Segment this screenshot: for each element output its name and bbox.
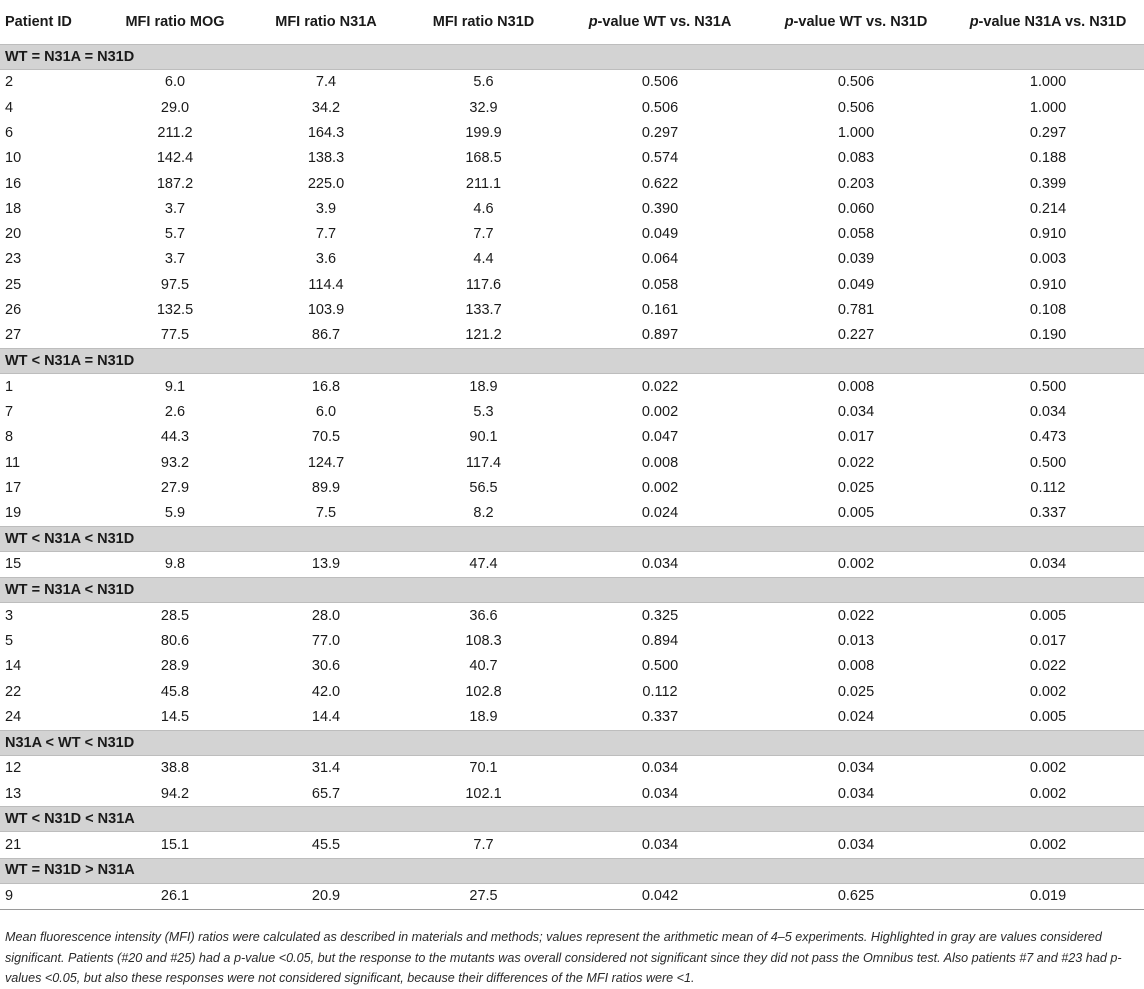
- table-cell: 18.9: [469, 378, 498, 395]
- table-cell: 8: [5, 429, 14, 446]
- table-cell: 45.8: [160, 683, 190, 700]
- table-cell: 7.4: [315, 74, 337, 91]
- table-cell: 9: [0, 883, 105, 909]
- group-header-row: [0, 527, 1144, 552]
- table-cell: 0.506: [641, 74, 679, 91]
- group-label: WT < N31A = N31D: [0, 349, 1144, 374]
- table-row: [0, 450, 1144, 475]
- group-label: WT < N31D < N31A: [0, 807, 1144, 832]
- table-cell: 0.049: [641, 226, 679, 243]
- table-cell: 0.022: [1029, 658, 1067, 675]
- table-cell: 3.7: [164, 200, 186, 217]
- table-cell: 0.022: [837, 607, 875, 624]
- table-cell: 93.2: [160, 454, 190, 471]
- table-cell: 94.2: [160, 785, 190, 802]
- table-cell: 0.910: [1029, 276, 1067, 293]
- table-cell: 29.0: [160, 99, 190, 116]
- table-cell: 0.024: [837, 708, 875, 725]
- group-label: WT < N31A < N31D: [0, 527, 1144, 552]
- table-cell: 1.000: [1029, 99, 1067, 116]
- table-cell: 5: [5, 633, 14, 650]
- table-row: [0, 171, 1144, 196]
- table-cell: 0.112: [642, 683, 678, 700]
- column-header-italic: p: [588, 14, 598, 30]
- table-row: [0, 679, 1144, 704]
- table-cell: 28.5: [160, 607, 190, 624]
- table-row: [0, 196, 1144, 221]
- table-cell: 102.1: [465, 785, 502, 802]
- table-row: [0, 629, 1144, 654]
- table-cell: 0.161: [641, 302, 679, 319]
- table-cell: 14.5: [160, 708, 190, 725]
- table-cell: 2.6: [164, 403, 186, 420]
- column-header: [760, 0, 952, 45]
- table-cell: 199.9: [465, 124, 502, 141]
- table-cell: 0.019: [952, 883, 1144, 909]
- group-header-row: [0, 45, 1144, 70]
- table-cell: 0.034: [1029, 556, 1067, 573]
- table-cell: 4: [5, 99, 14, 116]
- table-cell: 187.2: [156, 175, 194, 192]
- table-cell: 16.8: [311, 378, 341, 395]
- table-cell: 56.5: [469, 479, 498, 496]
- table-cell: 0.325: [641, 607, 679, 624]
- table-cell: 0.002: [641, 479, 679, 496]
- table-cell: 77.5: [160, 327, 190, 344]
- table-row: [0, 121, 1144, 146]
- table-cell: 0.005: [837, 505, 875, 522]
- table-cell: 21: [5, 836, 22, 853]
- table-cell: 0.034: [641, 836, 679, 853]
- table-cell: 0.034: [641, 760, 679, 777]
- table-cell: 0.060: [837, 200, 875, 217]
- table-cell: 0.002: [641, 403, 679, 420]
- table-cell: 3: [5, 607, 14, 624]
- table-cell: 164.3: [307, 124, 345, 141]
- table-cell: 19: [5, 505, 22, 522]
- table-cell: 7.7: [473, 226, 494, 243]
- table-cell: 34.2: [311, 99, 341, 116]
- table-cell: 0.500: [641, 658, 679, 675]
- column-header-label: MFI ratio N31D: [432, 14, 535, 30]
- table-cell: 22: [5, 683, 22, 700]
- table-cell: 14: [5, 658, 22, 675]
- table-cell: 20: [5, 226, 22, 243]
- table-cell: 0.002: [1029, 836, 1067, 853]
- table-cell: 77.0: [311, 633, 341, 650]
- table-cell: 25: [5, 276, 22, 293]
- table-cell: 0.897: [641, 327, 679, 344]
- table-cell: 0.003: [1029, 251, 1067, 268]
- table-cell: 211.1: [465, 175, 502, 192]
- table-cell: 7: [5, 403, 14, 420]
- table-cell: 97.5: [160, 276, 190, 293]
- table-cell: 65.7: [311, 785, 341, 802]
- table-cell: 17: [5, 479, 22, 496]
- table-cell: 3.6: [315, 251, 337, 268]
- table-cell: 0.034: [837, 836, 875, 853]
- table-cell: 103.9: [307, 302, 345, 319]
- table-cell: 0.227: [837, 327, 875, 344]
- table-cell: 0.047: [641, 429, 679, 446]
- column-header: [952, 0, 1144, 45]
- table-cell: 6.0: [164, 74, 186, 91]
- table-body: [0, 45, 1144, 910]
- table-cell: 108.3: [465, 633, 502, 650]
- table-cell: 0.008: [641, 454, 679, 471]
- table-cell: 0.034: [837, 760, 875, 777]
- table-row: [0, 70, 1144, 96]
- table-cell: 0.034: [837, 403, 875, 420]
- table-cell: 0.112: [1030, 479, 1066, 496]
- table-cell: 18: [5, 200, 22, 217]
- table-row: [0, 374, 1144, 400]
- table-cell: 0.034: [641, 785, 679, 802]
- table-cell: 40.7: [469, 658, 498, 675]
- table-cell: 1: [5, 378, 14, 395]
- table-cell: 0.017: [837, 429, 875, 446]
- table-row: [0, 323, 1144, 349]
- table-row: [0, 552, 1144, 578]
- table-cell: 0.910: [1029, 226, 1067, 243]
- table-cell: 133.7: [465, 302, 502, 319]
- table-row: [0, 272, 1144, 297]
- table-cell: 36.6: [469, 607, 498, 624]
- table-cell: 0.203: [837, 175, 875, 192]
- table-cell: 0.024: [641, 505, 679, 522]
- table-cell: 31.4: [311, 760, 341, 777]
- table-cell: 4.6: [473, 200, 494, 217]
- table-row: [0, 705, 1144, 731]
- column-header: [105, 0, 245, 45]
- group-header-row: [0, 578, 1144, 603]
- table-cell: 5.6: [473, 74, 494, 91]
- table-cell: 6.0: [315, 403, 337, 420]
- table-cell: 211.2: [157, 124, 193, 141]
- table-cell: 0.574: [641, 150, 679, 167]
- table-cell: 0.022: [837, 454, 875, 471]
- table-cell: 0.017: [1029, 633, 1067, 650]
- table-cell: 0.473: [1029, 429, 1067, 446]
- table-cell: 27.9: [160, 479, 190, 496]
- group-header-row: [0, 349, 1144, 374]
- table-cell: 5.9: [164, 505, 186, 522]
- table-cell: 7.7: [315, 226, 337, 243]
- table-cell: 9.8: [164, 556, 186, 573]
- group-label: WT = N31D > N31A: [0, 858, 1144, 883]
- column-header-label: -value WT vs. N31A: [597, 14, 732, 30]
- table-cell: 27: [5, 327, 22, 344]
- table-cell: 121.2: [465, 327, 502, 344]
- table-cell: 26.1: [105, 883, 245, 909]
- table-cell: 12: [5, 760, 22, 777]
- table-cell: 0.002: [1029, 760, 1067, 777]
- table-row: [0, 654, 1144, 679]
- table-cell: 0.005: [1029, 708, 1067, 725]
- column-header: [0, 0, 105, 45]
- table-cell: 86.7: [311, 327, 341, 344]
- table-cell: 0.894: [641, 633, 679, 650]
- table-row: [0, 781, 1144, 807]
- table-cell: 0.622: [641, 175, 679, 192]
- table-cell: 1.000: [1029, 74, 1067, 91]
- table-cell: 5.7: [164, 226, 186, 243]
- table-cell: 132.5: [156, 302, 194, 319]
- table-cell: 11: [5, 454, 21, 471]
- table-cell: 38.8: [160, 760, 190, 777]
- column-header-label: Patient ID: [5, 14, 72, 30]
- table-cell: 23: [5, 251, 22, 268]
- table-row: [0, 832, 1144, 858]
- table-cell: 24: [5, 708, 22, 725]
- table-cell: 16: [5, 175, 22, 192]
- table-cell: 225.0: [307, 175, 345, 192]
- table-cell: 0.083: [837, 150, 875, 167]
- group-header-row: [0, 807, 1144, 832]
- table-cell: 102.8: [465, 683, 502, 700]
- column-header-label: -value N31A vs. N31D: [978, 14, 1127, 30]
- table-cell: 0.399: [1029, 175, 1067, 192]
- table-cell: 0.002: [837, 556, 875, 573]
- table-cell: 0.025: [837, 683, 875, 700]
- table-cell: 1.000: [837, 124, 875, 141]
- table-cell: 10: [5, 150, 22, 167]
- table-cell: 0.034: [641, 556, 679, 573]
- table-cell: 80.6: [160, 633, 190, 650]
- table-cell: 3.9: [315, 200, 337, 217]
- table-cell: 8.2: [473, 505, 494, 522]
- table-cell: 18.9: [469, 708, 498, 725]
- table-cell: 7.5: [315, 505, 337, 522]
- table-cell: 0.008: [837, 658, 875, 675]
- table-cell: 0.625: [760, 883, 952, 909]
- table-cell: 90.1: [469, 429, 498, 446]
- table-cell: 0.049: [837, 276, 875, 293]
- column-header: [245, 0, 407, 45]
- column-header: [560, 0, 760, 45]
- table-cell: 28.9: [160, 658, 190, 675]
- column-header-italic: p: [969, 14, 979, 30]
- table-cell: 15: [5, 556, 22, 573]
- table-cell: 0.214: [1029, 200, 1067, 217]
- table-cell: 114.4: [308, 276, 344, 293]
- table-row: [0, 501, 1144, 527]
- table-cell: 0.297: [1029, 124, 1067, 141]
- table-row: [0, 425, 1144, 450]
- table-cell: 44.3: [160, 429, 190, 446]
- table-footnote: Mean fluorescence intensity (MFI) ratios were calculated as described in materials and methods; values represent the arithmetic mean of 4–5 experiments. Highlighted in gray are values considered significant. Patients (#20 and #25) had a p-value <0.05, but the response to the mutants was overall considered not significant since they did not pass the Omnibus test. Also patients #7 and #23 had p-values <0.05, but also these responses were not considered significant, because their differences of the MFI ratios were <1.: [5, 930, 1122, 985]
- table-cell: 0.013: [837, 633, 875, 650]
- table-row: [0, 146, 1144, 171]
- table-cell: 0.500: [1029, 454, 1067, 471]
- table-cell: 0.058: [641, 276, 679, 293]
- group-label: N31A < WT < N31D: [0, 730, 1144, 755]
- table-cell: 0.297: [641, 124, 679, 141]
- table-cell: 0.002: [1029, 683, 1067, 700]
- table-cell: 0.500: [1029, 378, 1067, 395]
- table-cell: 138.3: [307, 150, 345, 167]
- table-cell: 142.4: [156, 150, 194, 167]
- column-header-label: MFI ratio N31A: [275, 14, 377, 30]
- table-cell: 0.025: [837, 479, 875, 496]
- table-cell: 7.7: [473, 836, 494, 853]
- table-row: [0, 475, 1144, 500]
- table-cell: 0.039: [837, 251, 875, 268]
- table-cell: 124.7: [307, 454, 345, 471]
- table-cell: 0.034: [1029, 403, 1067, 420]
- table-cell: 47.4: [469, 556, 498, 573]
- table-cell: 5.3: [473, 403, 494, 420]
- table-cell: 0.506: [837, 99, 875, 116]
- group-label: WT = N31A = N31D: [0, 45, 1144, 70]
- table-cell: 15.1: [160, 836, 190, 853]
- table-cell: 0.005: [1029, 607, 1067, 624]
- table-cell: 0.022: [641, 378, 679, 395]
- group-label: WT = N31A < N31D: [0, 578, 1144, 603]
- table-row: [0, 95, 1144, 120]
- table-row: [0, 298, 1144, 323]
- table-cell: 0.058: [837, 226, 875, 243]
- table-cell: 0.337: [1029, 505, 1067, 522]
- table-cell: 0.506: [641, 99, 679, 116]
- table-cell: 13: [5, 785, 22, 802]
- table-cell: 0.188: [1029, 150, 1067, 167]
- table-cell: 70.5: [311, 429, 341, 446]
- table-cell: 14.4: [311, 708, 341, 725]
- table-row: [0, 247, 1144, 272]
- table-cell: 0.042: [560, 883, 760, 909]
- table-cell: 42.0: [311, 683, 341, 700]
- column-header: [407, 0, 560, 45]
- table-cell: 0.781: [837, 302, 875, 319]
- table-cell: 0.190: [1029, 327, 1067, 344]
- table-row: [0, 222, 1144, 247]
- table-cell: 3.7: [164, 251, 186, 268]
- table-cell: 0.337: [641, 708, 679, 725]
- group-header-row: [0, 730, 1144, 755]
- table-cell: 168.5: [465, 150, 502, 167]
- table-cell: 9.1: [164, 378, 186, 395]
- header-row: [0, 0, 1144, 45]
- table-cell: 45.5: [311, 836, 341, 853]
- table-cell: 26: [5, 302, 22, 319]
- table-cell: 0.108: [1029, 302, 1067, 319]
- table-cell: 13.9: [311, 556, 341, 573]
- group-header-row: [0, 858, 1144, 883]
- table-row: [0, 603, 1144, 629]
- table-cell: 117.6: [465, 276, 502, 293]
- table-cell: 89.9: [311, 479, 341, 496]
- table-cell: 0.506: [837, 74, 875, 91]
- table-cell: 27.5: [407, 883, 560, 909]
- table-cell: 0.002: [1029, 785, 1067, 802]
- table-cell: 0.034: [837, 785, 875, 802]
- table-row: [0, 755, 1144, 781]
- table-cell: 30.6: [311, 658, 341, 675]
- table-cell: 28.0: [311, 607, 341, 624]
- table-cell: 70.1: [469, 760, 498, 777]
- table-row: [0, 883, 1144, 909]
- table-cell: 2: [5, 74, 14, 91]
- table-cell: 6: [5, 124, 14, 141]
- table-cell: 0.390: [641, 200, 679, 217]
- table-cell: 32.9: [469, 99, 498, 116]
- table-row: [0, 400, 1144, 425]
- table-cell: 20.9: [245, 883, 407, 909]
- column-header-label: -value WT vs. N31D: [793, 14, 928, 30]
- column-header-label: MFI ratio MOG: [125, 14, 225, 30]
- table-cell: 4.4: [473, 251, 494, 268]
- column-header-italic: p: [784, 14, 794, 30]
- table-cell: 0.008: [837, 378, 875, 395]
- table-cell: 117.4: [465, 454, 502, 471]
- table-cell: 0.064: [641, 251, 679, 268]
